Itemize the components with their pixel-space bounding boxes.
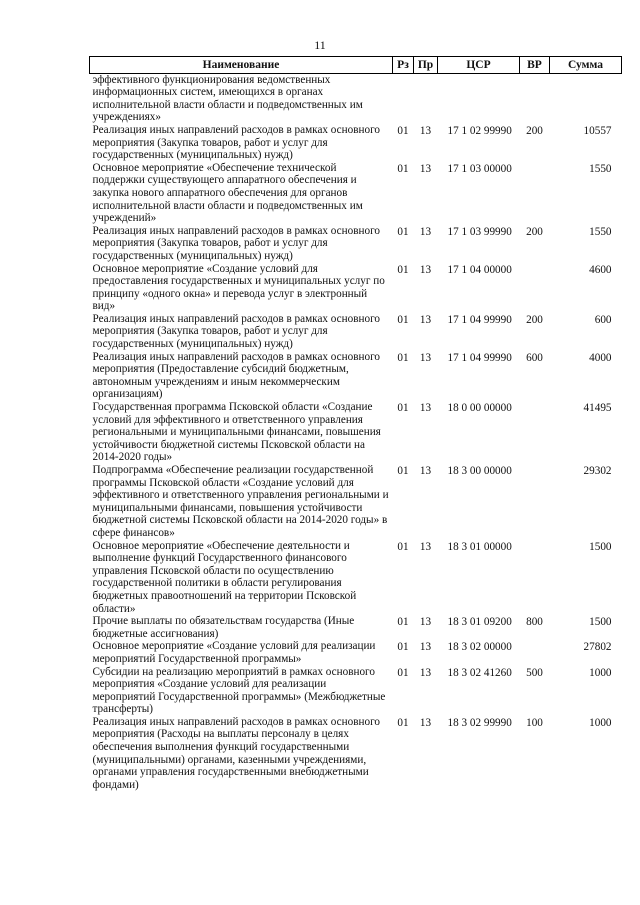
row-pr: 13 bbox=[419, 540, 432, 553]
table-row bbox=[90, 716, 622, 792]
row-csr: 18 3 01 09200 bbox=[447, 616, 512, 629]
row-vr: 600 bbox=[526, 351, 543, 364]
row-rz bbox=[393, 73, 414, 124]
row-sum: 1550 bbox=[589, 162, 612, 175]
row-pr: 13 bbox=[419, 616, 432, 629]
row-csr: 18 3 02 41260 bbox=[447, 666, 512, 679]
row-sum: 41495 bbox=[583, 402, 612, 415]
row-rz: 01 bbox=[397, 716, 409, 729]
row-csr: 18 3 00 00000 bbox=[447, 465, 512, 477]
row-pr: 13 bbox=[419, 263, 432, 276]
row-csr: 17 1 03 99990 bbox=[447, 225, 512, 238]
header-pr: Пр bbox=[414, 57, 438, 74]
table-row bbox=[90, 615, 622, 640]
row-vr: 100 bbox=[526, 716, 543, 729]
row-sum: 1550 bbox=[589, 225, 612, 238]
row-vr: 500 bbox=[526, 666, 543, 679]
row-name: Реализация иных направлений расходов в рамках основного мероприятия (Закупка товаров, работ и услуг для государственных (муниципальных) нужд) bbox=[92, 312, 380, 351]
row-csr bbox=[438, 73, 520, 124]
table-row bbox=[90, 666, 622, 716]
table-row bbox=[90, 640, 622, 665]
row-rz: 01 bbox=[397, 540, 409, 553]
row-name: Реализация иных направлений расходов в рамках основного мероприятия (Закупка товаров, работ и услуг для государственных (муниципальных) нужд) bbox=[92, 123, 380, 162]
row-name: Реализация иных направлений расходов в рамках основного мероприятия (Предоставление субсидий бюджетным, автономным учреждениям и иным некоммерческим организациям) bbox=[92, 350, 380, 401]
row-vr: 200 bbox=[526, 313, 543, 326]
table-row bbox=[90, 313, 622, 351]
row-pr: 13 bbox=[419, 313, 432, 326]
row-csr: 18 3 02 00000 bbox=[447, 641, 512, 654]
row-csr: 18 3 01 00000 bbox=[447, 540, 512, 553]
row-name: эффективного функционирования ведомственных информационных систем, имеющихся в органах исполнительной власти области и подведомственных им учреждениях» bbox=[92, 73, 363, 124]
row-rz: 01 bbox=[397, 225, 409, 238]
row-csr: 17 1 03 00000 bbox=[447, 162, 512, 175]
header-name: Наименование bbox=[90, 57, 393, 74]
row-sum: 4600 bbox=[589, 263, 612, 276]
budget-table bbox=[89, 56, 622, 791]
row-pr: 13 bbox=[419, 225, 432, 238]
row-rz: 01 bbox=[397, 124, 409, 137]
row-pr: 13 bbox=[419, 641, 432, 654]
row-name: Основное мероприятие «Создание условий для реализации мероприятий Государственной программы» bbox=[92, 640, 376, 665]
row-pr: 13 bbox=[419, 162, 432, 175]
row-name: Основное мероприятие «Обеспечение технической поддержки существующего аппаратного обеспечения и закупка нового аппаратного обеспечения для органов исполнительной власти области и подведомственных им учреждений» bbox=[92, 161, 363, 225]
row-pr: 13 bbox=[419, 465, 432, 477]
table-row bbox=[90, 540, 622, 616]
row-name: Подпрограмма «Обеспечение реализации государственной программы Псковской области «Создание условий для эффективного и ответственного управления региональными и муниципальными финансами, повышения устойчивости бюджетной системы Псковской области на 2014-2020 годы» в сфере финансов» bbox=[92, 464, 389, 539]
row-name: Основное мероприятие «Создание условий для предоставления государственных и муниципальных услуг по принципу «одного окна» и перевода услуг в электронный вид» bbox=[92, 262, 385, 313]
row-vr bbox=[520, 640, 550, 665]
row-sum: 10557 bbox=[583, 124, 612, 137]
row-vr: 200 bbox=[526, 124, 543, 137]
row-sum bbox=[550, 73, 622, 124]
row-name: Реализация иных направлений расходов в рамках основного мероприятия (Закупка товаров, работ и услуг для государственных (муниципальных) нужд) bbox=[92, 224, 380, 262]
table-row bbox=[90, 73, 622, 124]
row-rz: 01 bbox=[397, 641, 409, 654]
header-csr: ЦСР bbox=[438, 57, 520, 74]
row-sum: 1000 bbox=[589, 716, 612, 729]
row-pr bbox=[414, 73, 438, 124]
row-name: Субсидии на реализацию мероприятий в рамках основного мероприятия «Создание условий для реализации мероприятий Государственной программы» (Межбюджетные трансферты) bbox=[92, 665, 386, 716]
row-sum: 29302 bbox=[583, 465, 612, 477]
row-rz: 01 bbox=[397, 351, 409, 364]
row-csr: 18 0 00 00000 bbox=[447, 402, 512, 415]
table-row bbox=[90, 124, 622, 162]
row-rz: 01 bbox=[397, 666, 409, 679]
row-sum: 4000 bbox=[589, 351, 612, 364]
row-sum: 600 bbox=[594, 313, 612, 326]
row-vr bbox=[520, 162, 550, 225]
row-name: Прочие выплаты по обязательствам государства (Иные бюджетные ассигнования) bbox=[92, 615, 355, 640]
row-pr: 13 bbox=[419, 716, 432, 729]
table-row bbox=[90, 225, 622, 263]
row-pr: 13 bbox=[419, 666, 432, 679]
row-csr: 18 3 02 99990 bbox=[447, 716, 512, 729]
row-sum: 1000 bbox=[589, 666, 612, 679]
row-pr: 13 bbox=[419, 402, 432, 415]
row-csr: 17 1 04 99990 bbox=[447, 351, 512, 364]
header-vr: ВР bbox=[520, 57, 550, 74]
row-sum: 1500 bbox=[589, 540, 612, 553]
row-csr: 17 1 04 00000 bbox=[447, 263, 512, 276]
row-sum: 27802 bbox=[583, 641, 612, 654]
table-row bbox=[90, 162, 622, 225]
row-vr: 200 bbox=[526, 225, 543, 238]
row-vr bbox=[520, 464, 550, 540]
row-vr: 800 bbox=[526, 616, 543, 629]
table-header-row bbox=[90, 57, 622, 74]
row-name: Реализация иных направлений расходов в рамках основного мероприятия (Расходы на выплаты персоналу в целях обеспечения выполнения функций государственными (муниципальными) органами, казенными учреждениями, органами управления государственными внебюджетными фондами) bbox=[92, 715, 380, 791]
row-name: Основное мероприятие «Обеспечение деятельности и выполнение функций Государственного финансового управления Псковской области по осуществлению государственной политики в области регулирования бюджетных правоотношений на территории Псковской области» bbox=[92, 539, 357, 615]
row-vr bbox=[520, 73, 550, 124]
table-row bbox=[90, 351, 622, 401]
header-sum: Сумма bbox=[550, 57, 622, 74]
row-pr: 13 bbox=[419, 351, 432, 364]
row-rz: 01 bbox=[397, 162, 409, 175]
row-rz: 01 bbox=[397, 465, 409, 477]
row-csr: 17 1 04 99990 bbox=[447, 313, 512, 326]
row-rz: 01 bbox=[397, 402, 409, 415]
header-rz: Рз bbox=[393, 57, 414, 74]
row-pr: 13 bbox=[419, 124, 432, 137]
row-csr: 17 1 02 99990 bbox=[447, 124, 512, 137]
row-vr bbox=[520, 263, 550, 313]
table-row bbox=[90, 263, 622, 313]
row-vr bbox=[520, 401, 550, 464]
row-name: Государственная программа Псковской области «Создание условий для эффективного и ответственного управления региональными и муниципальными финансами, повышения устойчивости бюджетной системы Псковской области на 2014-2020 годы» bbox=[92, 401, 381, 464]
row-sum: 1500 bbox=[589, 616, 612, 629]
row-rz: 01 bbox=[397, 263, 409, 276]
row-rz: 01 bbox=[397, 616, 409, 629]
table-row bbox=[90, 401, 622, 464]
table-row bbox=[90, 464, 622, 540]
row-rz: 01 bbox=[397, 313, 409, 326]
page-number: 11 bbox=[314, 38, 326, 52]
row-vr bbox=[520, 540, 550, 616]
